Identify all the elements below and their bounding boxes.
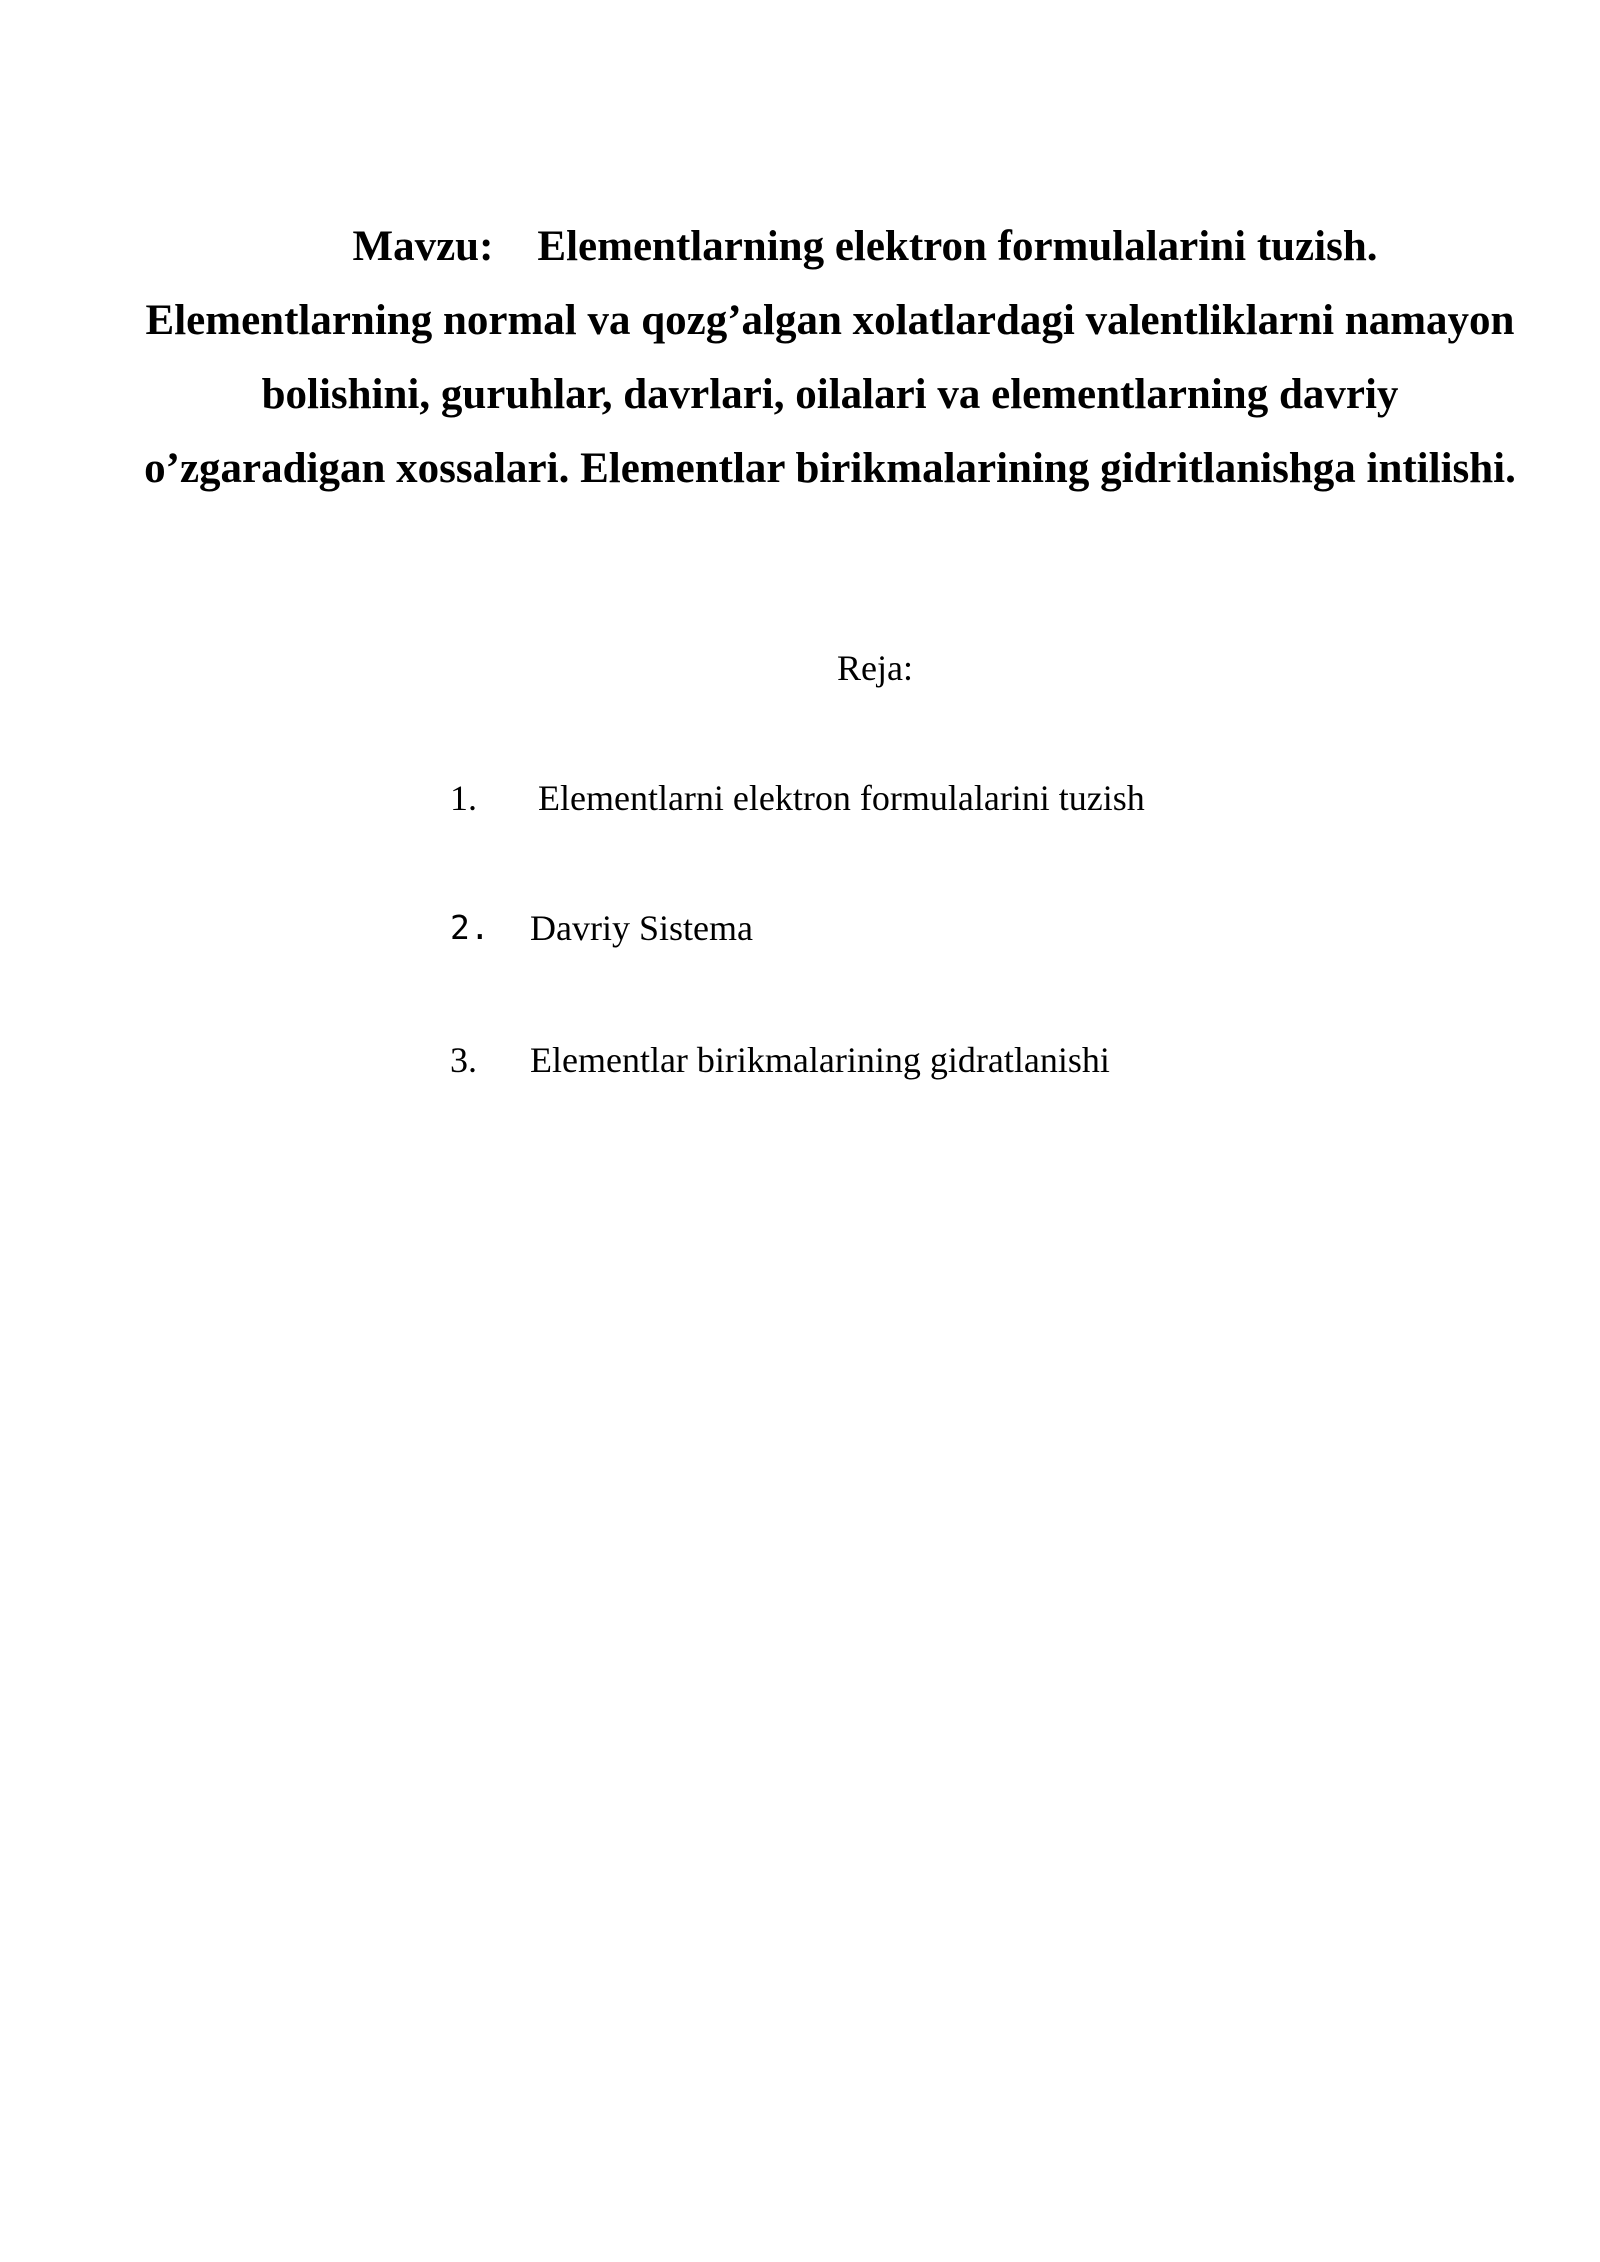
title-label: Mavzu: [352, 223, 494, 270]
title-line-2: Elementlarning normal va qozg’algan xolatlardagi valentliklarni namayon [145, 297, 1515, 344]
title-text-1: Elementlarning elektron formulalarini tuzish. [537, 223, 1378, 270]
title-line-1 [130, 210, 1530, 284]
plan-item-number: 1. [450, 778, 477, 818]
title-line-3: bolishini, guruhlar, davrlari, oilalari va elementlarning davriy [261, 371, 1399, 418]
title-line-4: o’zgaradigan xossalari. Elementlar birikmalarining gidritlanishga intilishi. [144, 445, 1516, 492]
plan-item-text: Elementlar birikmalarining gidratlanishi [530, 1040, 1110, 1080]
plan-item-number: 2. [450, 908, 490, 947]
plan-heading: Reja: [837, 648, 913, 688]
plan-item-number: 3. [450, 1040, 477, 1080]
document-title [130, 210, 1530, 506]
plan-item-text: Davriy Sistema [530, 908, 753, 948]
plan-item-text: Elementlarni elektron formulalarini tuzish [538, 778, 1145, 818]
